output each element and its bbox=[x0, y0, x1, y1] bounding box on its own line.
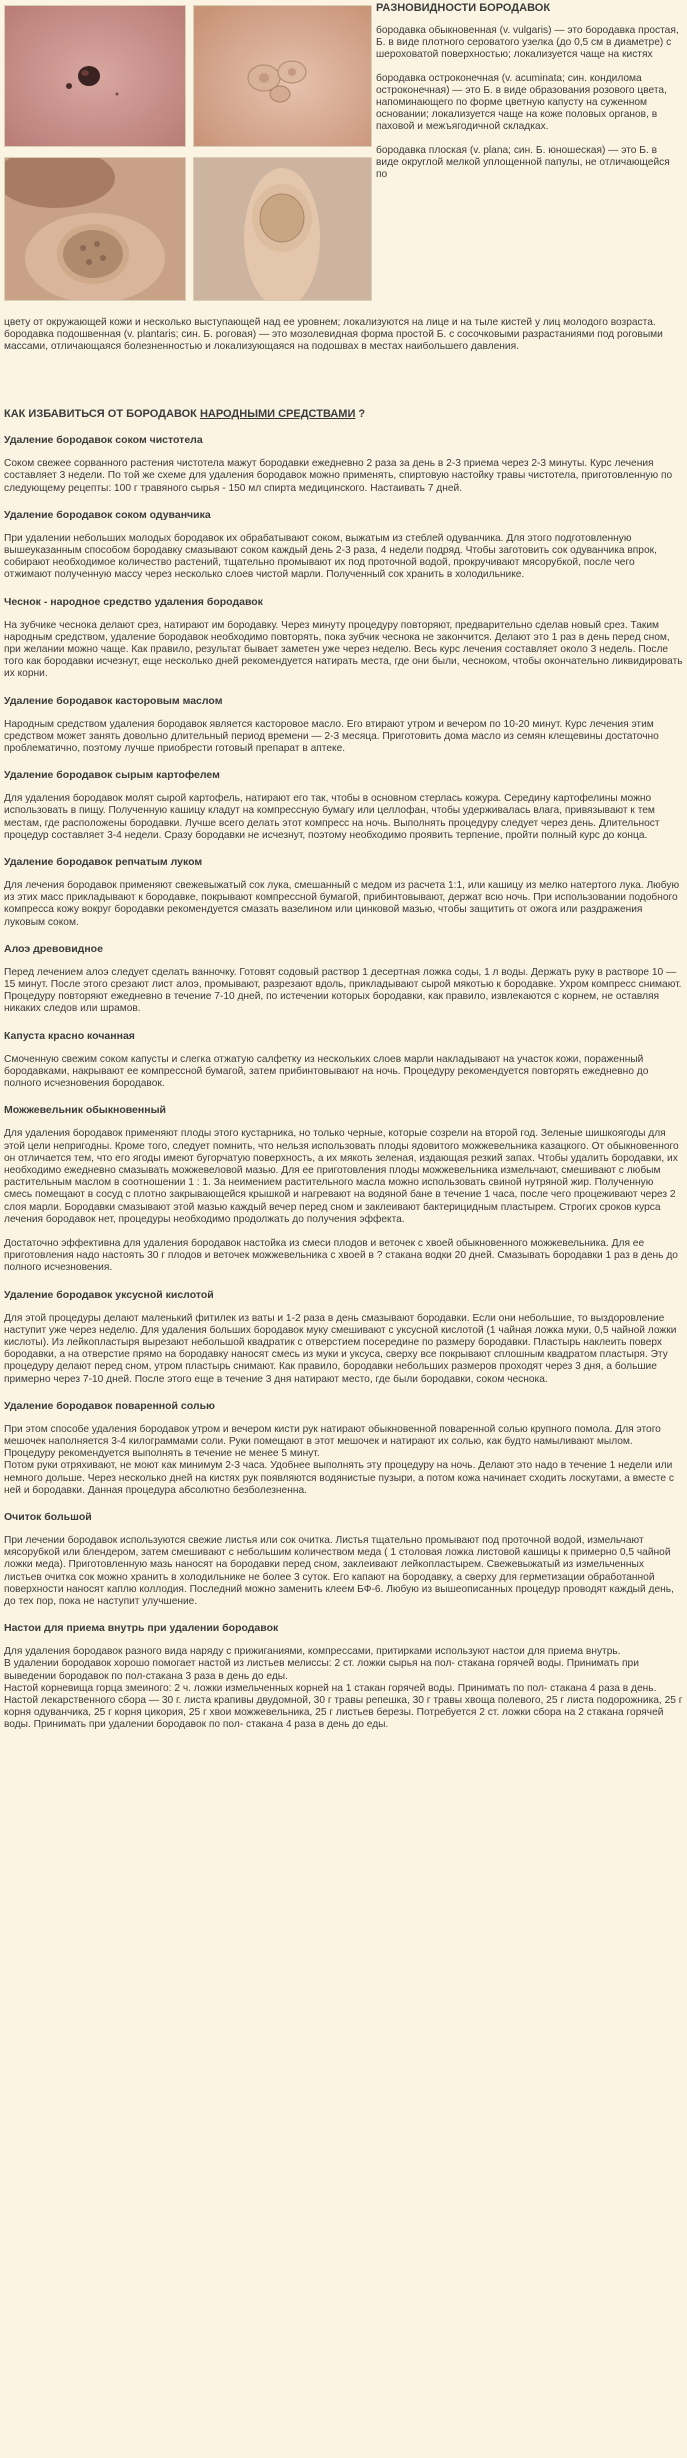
type-flat-continued: цвету от окружающей кожи и несколько выступающей над ее уровнем; локализуются на лице и на тыле кистей у лиц молодого возраста. bbox=[4, 317, 656, 328]
type-acuminate: бородавка остроконечная (v. acuminata; син. кондилома остроконечная) — это Б. в виде образования розового цвета, напоминающего по форме цветную капусту на суженном основании; локализуется чаще на коже половых органов, в паховой и межъягодичной складках. bbox=[376, 72, 667, 133]
remedy-section bbox=[4, 1030, 683, 1091]
remedy-body: Народным средством удаления бородавок является касторовое масло. Его втирают утром и вечером по 10-20 минут. Курс лечения этим средством может занять довольно длительный период времени — 2-3 месяца. Приготовить дома масло из семян клещевины достаточно проблематично, поэтому лучше приобрести готовый препарат в аптеке. bbox=[4, 718, 659, 755]
remedy-title: Удаление бородавок поваренной солью bbox=[4, 1399, 216, 1412]
remedy-section bbox=[4, 695, 683, 756]
mole-image bbox=[5, 6, 185, 146]
remedy-body: Для удаления бородавок разного вида наряду с прижиганиями, компрессами, притирками используют настои для приема внутрь. В удалении бородавок хорошо помогает настой из листьев мелиссы: 2 ст. ложки сырья на пол- стакана горячей воды. Принимать при выведении бородавок по пол-стакана 3 раза в день до еды. Настой корневища горца змеиного: 2 ч. ложки измельченных корней на 1 стакан горячей воды. Принимать по пол- стакана 4 раза в день. Настой лекарственного сбора — 30 г. листа крапивы двудомной, 30 г травы репешка, 30 г травы хвоща полевого, 25 г листа подорожника, 25 г корня одуванчика, 25 г корня цикория, 25 г хвои можжевельника, 25 г листьев березы. Потребуется 2 ст. ложки сбора на 2 стакана горячей воды. Принимать при удалении бородавок по пол- стакана 4 раза в день до еды. bbox=[4, 1646, 683, 1731]
type-flat-start: бородавка плоская (v. plana; син. Б. юношеская) — это Б. в виде округлой мелкой уплощенной папулы, не отличающейся по bbox=[376, 144, 670, 181]
remedy-section bbox=[4, 856, 683, 929]
remedy-body: Для лечения бородавок применяют свежевыжатый сок лука, смешанный с медом из расчета 1:1, или кашицу из мелко натертого лука. Любую из этих масс прикладывают к бородавке, покрывают компрессной бумагой, прибинтовывают, держат всю ночь. При использовании подобного компресса кожу вокруг бородавки рекомендуется смазать вазелином или цинковой мазью, чтобы защитить от ожога или раздражения луковым соком. bbox=[4, 880, 680, 928]
remedy-title: Настои для приема внутрь при удалении бородавок bbox=[4, 1622, 279, 1635]
remedy-body: Соком свежее сорванного растения чистотела мажут бородавки ежедневно 2 раза за день в 2-3 приема через 2-3 минуты. Курс лечения составляет 3 недели. По той же схеме для удаления бородавок можно применять, спиртовую настойку травы чистотела, приготовленную по следующему рецепты: 100 г травяного сырья - 150 мл спирта медицинского. Настаивать 7 дней. bbox=[4, 458, 673, 494]
remedy-section bbox=[4, 1104, 683, 1274]
remedy-body: Перед лечением алоэ следует сделать ванночку. Готовят содовый раствор 1 десертная ложка соды, 1 л воды. Держать руку в растворе 10 — 15 минут. После этого срезают лист алоэ, промывают, разрезают вдоль, прикладывают сырой мякотью к бородавке. Ухром компресс снимают. Процедуру повторяют ежедневно в течение 7-10 дней, по истечении которых бородавки, как правило, извлекаются с корнем, не оставляя никаких следов или шрамов. bbox=[4, 966, 682, 1015]
type-plantar: бородавка подошвенная (v. plantaris; син. Б. роговая) — это мозолевидная форма простой Б. с сосочковыми разрастаниями под роговыми массами, отличающаяся болезненностью и локализующаяся на подошвах в местах наибольшего давления. bbox=[4, 329, 663, 353]
remedy-title: Удаление бородавок касторовым маслом bbox=[4, 694, 223, 707]
type-common: бородавка обыкновенная (v. vulgaris) — это бородавка простая, Б. в виде плотного сероватого узелка (до 0,5 см в диаметре) с шероховатой поверхностью; локализуется чаще на кистях bbox=[376, 25, 679, 61]
remedy-section bbox=[4, 1622, 683, 1731]
remedy-title: Удаление бородавок репчатым луком bbox=[4, 856, 203, 869]
wart-types-continued bbox=[4, 317, 683, 354]
photo-wart-on-finger bbox=[193, 157, 372, 301]
remedy-section bbox=[4, 434, 683, 495]
photo-wart-on-toe bbox=[4, 157, 186, 301]
remedy-sections bbox=[4, 434, 683, 1731]
finger-wart-image bbox=[194, 158, 371, 300]
remedy-section bbox=[4, 596, 683, 681]
remedy-title: Можжевельник обыкновенный bbox=[4, 1104, 167, 1117]
remedy-section bbox=[4, 943, 683, 1016]
wart-cluster-image bbox=[194, 6, 371, 146]
remedy-body: Достаточно эффективна для удаления бородавок настойка из смеси плодов и веточек с хвоей обыкновенного можжевельника. Для ее приготовления надо настоять 30 г плодов и веточек можжевельника с хвоей в ? стакана водки 20 дней. Смазывать бородавки 1 раз в день до полного исчезновения. bbox=[4, 1237, 678, 1274]
remedy-section bbox=[4, 509, 683, 582]
remedy-body: При лечении бородавок используются свежие листья или сок очитка. Листья тщательно промывают под проточной водой, измельчают мясорубкой или блендером, затем смешивают с небольшим количеством меда ( 1 столовая ложка листовой кашицы к примерно 0,5 чайной ложки меда). Приготовленную мазь наносят на бородавки перед сном, заклеивают лейкопластырем. Свежевыжатый из измельченных листьев очитка сок можно хранить в холодильнике не более 3 суток. Его капают на бородавку, а сверху для герметизации обработанной поверхности наносят каплю коллодия. Последний можно заменить клеем БФ-6. Любую из вышеописанных процедур проводят каждый день, до тех пор, пока не наступит улучшение. bbox=[4, 1534, 674, 1607]
remedy-title: Алоэ древовидное bbox=[4, 942, 103, 955]
remedy-body: При этом способе удаления бородавок утром и вечером кисти рук натирают обыкновенной поваренной солью крупного помола. Для этого мешочек наполняется 3-4 килограммами соли. Руки помещают в этот мешочек и натирают их солью, как будто намыливают мылом. Процедуру рекомендуется выполнять в течение не менее 5 минут. Потом руки отряхивают, не моют как минимум 2-3 часа. Удобнее выполнять эту процедуру на ночь. Делают это надо в течение 1 недели или немного дольше. Через несколько дней на кистях рук появляются водянистые пузыри, а потом кожа начинает сходить лоскутами, а вместе с ней и бородавки. Данная процедура абсолютно безболезненна. bbox=[4, 1423, 674, 1496]
remedy-section bbox=[4, 1289, 683, 1386]
remedy-body: На зубчике чеснока делают срез, натирают им бородавку. Через минуту процедуру повторяют, предварительно сделав новый срез. Таким народным средством, удаление бородавок необходимо повторять, пока зубчик чеснока не закончится. Делают это 1 раз в день перед сном, при желании можно чаще. Как правило, результат бывает заметен уже через неделю. Весь курс лечения составляет около 3 недель. После того как бородавки исчезнут, еще несколько дней рекомендуется натирать места, где они были, чесноком, чтобы окончательно ликвидировать их корни. bbox=[4, 619, 683, 680]
heading-link[interactable]: НАРОДНЫМИ СРЕДСТВАМИ bbox=[199, 408, 356, 420]
remedy-title: Чеснок - народное средство удаления бородавок bbox=[4, 595, 263, 608]
wart-types-column bbox=[376, 2, 682, 181]
toe-wart-image bbox=[5, 158, 185, 300]
photo-wart-cluster bbox=[193, 5, 372, 147]
folk-remedies-article bbox=[4, 408, 683, 1746]
remedy-title: Удаление бородавок соком одуванчика bbox=[4, 508, 211, 521]
photo-mole-on-skin bbox=[4, 5, 186, 147]
heading-text: КАК ИЗБАВИТЬСЯ ОТ БОРОДАВОК bbox=[4, 408, 200, 420]
remedy-section bbox=[4, 1511, 683, 1608]
remedy-section bbox=[4, 769, 683, 842]
heading-end: ? bbox=[355, 408, 366, 420]
remedy-title: Очиток большой bbox=[4, 1510, 92, 1523]
remedy-title: Удаление бородавок уксусной кислотой bbox=[4, 1288, 214, 1301]
article-heading bbox=[4, 408, 683, 420]
remedy-body: Смоченную свежим соком капусты и слегка отжатую салфетку из нескольких слоев марли накладывают на участок кожи, пораженный бородавками, накрывают ее компрессной бумагой, затем прибинтовывают на ночь. Процедуру рекомендуется повторять ежедневно до полного исчезновения бородавок. bbox=[4, 1053, 649, 1090]
remedy-title: Удаление бородавок сырым картофелем bbox=[4, 769, 220, 782]
remedy-body: Для удаления бородавок молят сырой картофель, натирают его так, чтобы в основном стерлась кожура. Середину картофелины можно использовать в пищу. Полученную кашицу кладут на компрессную бумагу или целлофан, чтобы удерживалась влага, привязывают к тем местам, где расположены бородавки. Лучше всего делать этот компресс на ночь. Выполнять процедуру следует через день. Длительност процедур составляет 3-4 недели. Сразу бородавки не исчезнут, поэтому необходимо проявить терпение, пройти полный курс до конца. bbox=[4, 793, 660, 841]
remedy-title: Капуста красно кочанная bbox=[4, 1029, 135, 1042]
remedy-body: Для удаления бородавок применяют плоды этого кустарника, но только черные, которые созрели на второй год. Зеленые шишкоягоды для этой цели непригодны. Кроме того, следует помнить, что нельзя использовать плоды ядовитого можжевельника казацкого. От обыкновенного он отличается тем, что его ягоды имеют бугорчатую поверхность, а их мякоть зеленая, издающая резкий запах. Чтобы удалить бородавки, их необходимо ежедневно смазывать можжевеловой мазью. Для ее приготовления плоды можжевельника измельчают, смешивают с любым растительным маслом в соотношении 1 : 1. За неимением растительного масла можно использовать свиной нутряной жир. Полученную смесь помещают в сосуд с плотно закрывающейся крышкой и нагревают на водяной бане в течение 1 часа, после чего процеживают через 2 слоя марли. Бородавки смазывают этой мазью каждый вечер перед сном и заклеивают бактерицидным пластырем. Строгих сроков курса лечения бородавок нет, процедуры необходимо продолжать до получения эффекта. bbox=[4, 1128, 679, 1225]
photo-gallery bbox=[4, 5, 364, 305]
remedy-section bbox=[4, 1400, 683, 1497]
types-title: РАЗНОВИДНОСТИ БОРОДАВОК bbox=[376, 2, 551, 14]
remedy-title: Удаление бородавок соком чистотела bbox=[4, 434, 203, 447]
remedy-body: Для этой процедуры делают маленький фитилек из ваты и 1-2 раза в день смазывают бородавки. Если они небольшие, то выздоровление наступит уже через неделю. Для удаления больших бородавок муку смешивают с уксусной кислотой (1 чайная ложка муки, 0,5 чайной ложки кислоты). Из лейкопластыря вырезают небольшой квадратик с отверстием посередине по размеру бородавки. Пластырь наклеить поверх бородавки, а на отверстие прямо на бородавку наносят смесь из муки и уксуса, сверху все покрывают сплошным квадратом пластыря. Эту процедуру делают перед сном, утром пластырь снимают. Как правило, бородавки небольших размеров проходят через 3 дня, а большие примерно через 7-10 дней. После этого еще в течение 3 дня натирают место, где были бородавки, соком чеснока. bbox=[4, 1312, 677, 1385]
remedy-body: При удалении небольших молодых бородавок их обрабатывают соком, выжатым из стеблей одуванчика. Для этого подготовленную вышеуказанным способом бородавку смазывают соком каждый день 2-3 раза, 4 недели подряд. Чтобы заготовить сок одуванчика впрок, собирают необходимое количество растений, тщательно промывают их под проточной водой, прокручивают мясорубкой, после чего отжимают полученную массу через несколько слоев чистой марли. Полученный сок хранить в холодильнике. bbox=[4, 532, 657, 581]
